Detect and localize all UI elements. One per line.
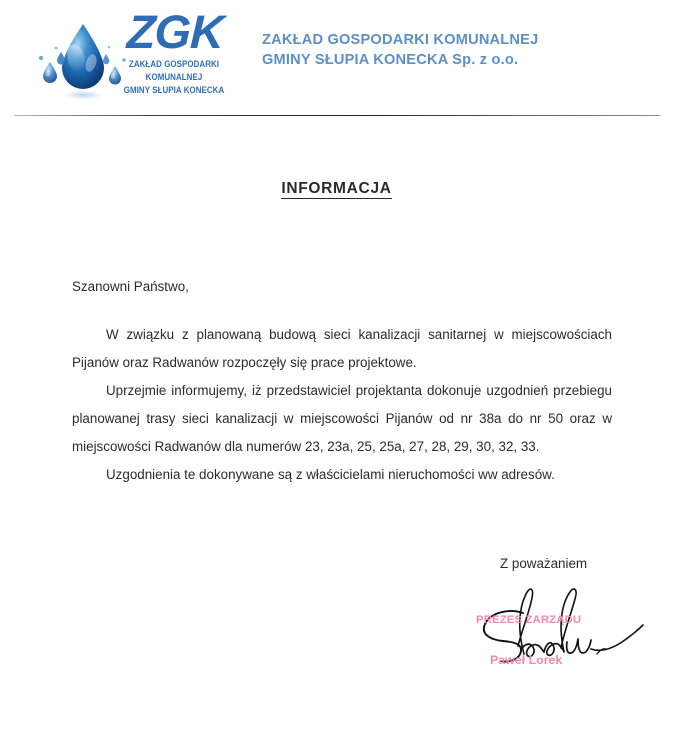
header-divider: [14, 115, 660, 116]
signature-stamp: [476, 614, 616, 666]
company-name-line-2: GMINY SŁUPIA KONECKA Sp. z o.o.: [262, 52, 519, 68]
letter-body: [72, 273, 612, 489]
closing-salutation: Z poważaniem: [500, 556, 588, 571]
logo-subtitle-line-2: KOMUNALNEJ: [145, 72, 203, 82]
letterhead: [0, 0, 673, 116]
page-title-text: INFORMACJA: [281, 180, 392, 197]
logo-subtitle-line-3: GMINY SŁUPIA KONECKA: [123, 85, 225, 95]
logo-wordmark: ZGK: [125, 5, 225, 58]
company-logo: [36, 5, 246, 108]
stamp-name: Paweł Lorek: [490, 653, 563, 667]
paragraph-1: W związku z planowaną budową sieci kanalizacji sanitarnej w miejscowościach Pijanów oraz Radwanów rozpoczęły się prace projektowe.: [72, 327, 612, 370]
company-name: [262, 30, 538, 70]
company-name-line-1: ZAKŁAD GOSPODARKI KOMUNALNEJ: [262, 32, 539, 48]
salutation: Szanowni Państwo,: [72, 279, 189, 294]
logo-subtitle: [109, 58, 240, 97]
paragraph-2: Uprzejmie informujemy, iż przedstawiciel projektanta dokonuje uzgodnień przebiegu planowanej trasy sieci kanalizacji w miejscowości Pijanów od nr 38a do nr 50 oraz w miejscowości Radwanów dla numerów 23, 23a, 25, 25a, 27, 28, 29, 30, 32, 33.: [72, 383, 612, 454]
logo-subtitle-line-1: ZAKŁAD GOSPODARKI: [128, 59, 220, 69]
page-title: [0, 180, 673, 198]
stamp-role: PREZES ZARZĄDU: [476, 614, 582, 626]
signature-block: [430, 556, 660, 676]
paragraph-3: Uzgodnienia te dokonywane są z właścicielami nieruchomości ww adresów.: [106, 467, 555, 482]
